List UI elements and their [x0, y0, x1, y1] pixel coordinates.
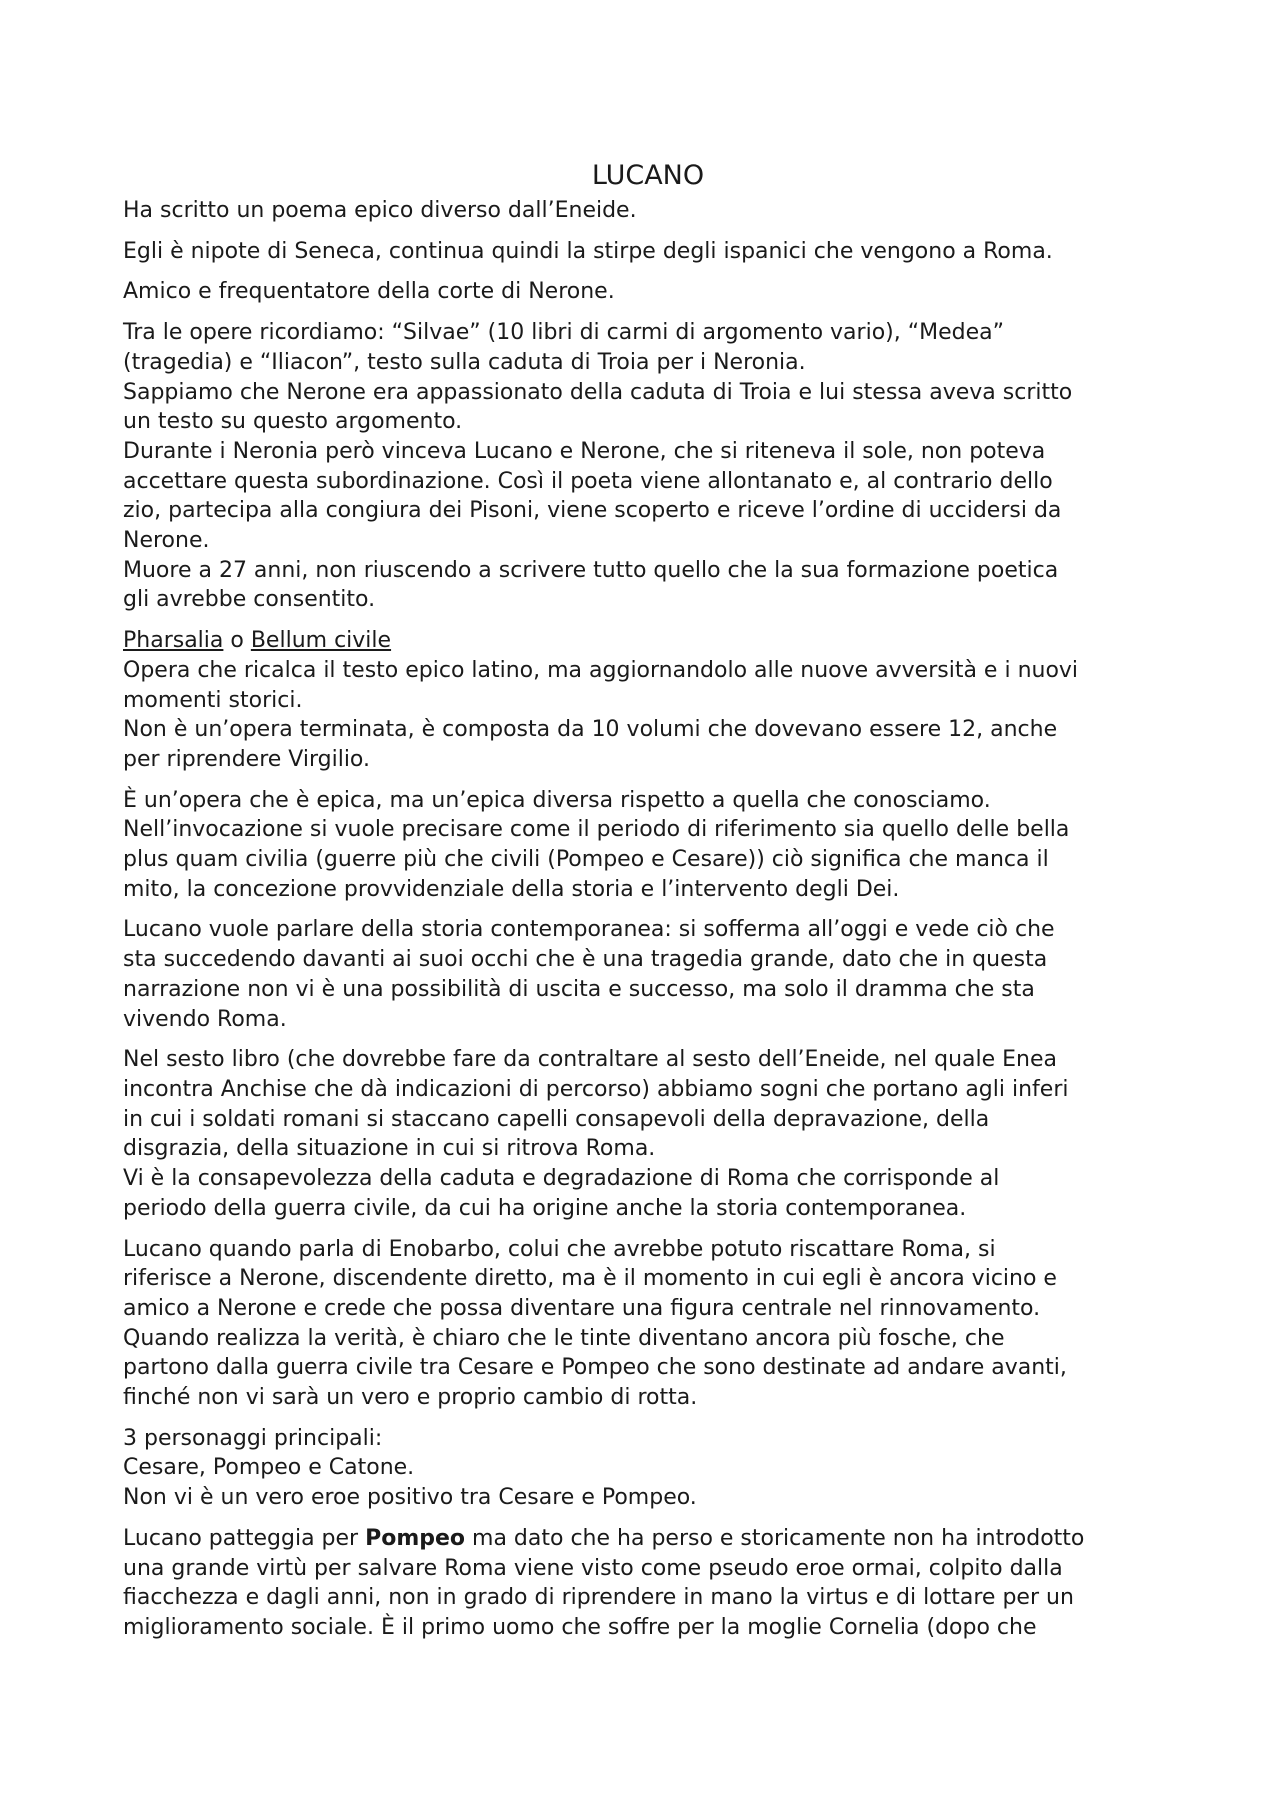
text-line: Lucano vuole parlare della storia contemporanea: si sofferma all’oggi e vede ciò che	[123, 917, 1055, 943]
text-line: finché non vi sarà un vero e proprio cambio di rotta.	[123, 1385, 698, 1411]
text-line: riferisce a Nerone, discendente diretto, ma è il momento in cui egli è ancora vicino e	[123, 1266, 1057, 1292]
text-line: partono dalla guerra civile tra Cesare e Pompeo che sono destinate ad andare avanti,	[123, 1355, 1067, 1381]
text-line: sta succedendo davanti ai suoi occhi che è una tragedia grande, dato che in questa	[123, 947, 1048, 973]
text-line: 3 personaggi principali:	[123, 1425, 383, 1451]
text-line: per riprendere Virgilio.	[123, 746, 370, 772]
text-line: Amico e frequentatore della corte di Nerone.	[123, 279, 615, 305]
text-line: Nerone.	[123, 528, 210, 554]
text-line: mito, la concezione provvidenziale della storia e l’intervento degli Dei.	[123, 876, 900, 902]
paragraph-lines	[123, 1554, 1173, 1643]
text-line: miglioramento sociale. È il primo uomo che soffre per la moglie Cornelia (dopo che	[123, 1614, 1037, 1640]
text-line: Ha scritto un poema epico diverso dall’Eneide.	[123, 198, 637, 223]
text-line: disgrazia, della situazione in cui si ritrova Roma.	[123, 1136, 656, 1162]
text-line: Opera che ricalca il testo epico latino, ma aggiornandolo alle nuove avversità e i nuovi	[123, 657, 1079, 683]
text-line: È un’opera che è epica, ma un’epica diversa rispetto a quella che conosciamo.	[123, 787, 991, 813]
document-title: LUCANO	[591, 160, 705, 191]
text-line: Durante i Neronia però vinceva Lucano e Nerone, che si riteneva il sole, non poteva	[123, 438, 1046, 464]
paragraph	[123, 626, 1173, 775]
text-line: amico a Nerone e crede che possa diventare una figura centrale nel rinnovamento.	[123, 1295, 1041, 1321]
text-line: narrazione non vi è una possibilità di uscita e successo, ma solo il dramma che sta	[123, 976, 1035, 1002]
paragraph	[123, 1045, 1173, 1223]
text-line: (tragedia) e “Iliacon”, testo sulla caduta di Troia per i Neronia.	[123, 349, 806, 375]
text-line: Nell’invocazione si vuole precisare come il periodo di riferimento sia quello delle bella	[123, 817, 1070, 843]
text-line: Tra le opere ricordiamo: “Silvae” (10 libri di carmi di argomento vario), “Medea”	[123, 320, 1005, 346]
paragraph	[123, 1235, 1173, 1413]
text-line: periodo della guerra civile, da cui ha origine anche la storia contemporanea.	[123, 1195, 967, 1221]
heading-title: Pharsalia	[123, 628, 224, 654]
text-line: Nel sesto libro (che dovrebbe fare da contraltare al sesto dell’Eneide, nel quale Enea	[123, 1047, 1058, 1073]
paragraph	[123, 915, 1173, 1034]
text-line: Cesare, Pompeo e Catone.	[123, 1455, 415, 1481]
text-run: Lucano patteggia per	[123, 1525, 366, 1551]
text-line: zio, partecipa alla congiura dei Pisoni, viene scoperto e riceve l’ordine di uccidersi da	[123, 498, 1062, 524]
text-line	[123, 1524, 1173, 1554]
text-line: Non è un’opera terminata, è composta da 10 volumi che dovevano essere 12, anche	[123, 717, 1058, 743]
section-heading	[123, 626, 1173, 656]
text-line: fiacchezza e dagli anni, non in grado di riprendere in mano la virtus e di lottare per un	[123, 1585, 1074, 1611]
paragraph	[123, 237, 1173, 267]
text-line: plus quam civilia (guerre più che civili (Pompeo e Cesare)) ciò significa che manca il	[123, 847, 1049, 873]
text-line: Vi è la consapevolezza della caduta e degradazione di Roma che corrisponde al	[123, 1166, 1000, 1192]
text-line: vivendo Roma.	[123, 1006, 287, 1032]
paragraph	[123, 786, 1173, 905]
bold-name: Pompeo	[365, 1525, 466, 1551]
heading-title: Bellum civile	[250, 628, 392, 654]
text-line: Non vi è un vero eroe positivo tra Cesare e Pompeo.	[123, 1485, 697, 1511]
document-body	[123, 158, 1173, 1654]
paragraph	[123, 277, 1173, 307]
text-line: Sappiamo che Nerone era appassionato della caduta di Troia e lui stessa aveva scritto	[123, 379, 1073, 405]
paragraph	[123, 318, 1173, 615]
text-line: Lucano quando parla di Enobarbo, colui che avrebbe potuto riscattare Roma, si	[123, 1236, 996, 1262]
text-run: ma dato che ha perso e storicamente non ha introdotto	[465, 1525, 1085, 1551]
text-line: accettare questa subordinazione. Così il poeta viene allontanato e, al contrario dello	[123, 468, 1053, 494]
text-line: Muore a 27 anni, non riuscendo a scrivere tutto quello che la sua formazione poetica	[123, 557, 1059, 583]
paragraphs	[123, 196, 1173, 1513]
paragraph	[123, 196, 1173, 226]
text-line: Egli è nipote di Seneca, continua quindi la stirpe degli ispanici che vengono a Roma.	[123, 238, 1053, 264]
text-line: gli avrebbe consentito.	[123, 587, 376, 613]
text-line: un testo su questo argomento.	[123, 409, 463, 435]
text-line: Quando realizza la verità, è chiaro che le tinte diventano ancora più fosche, che	[123, 1325, 1005, 1351]
heading-connector: o	[223, 628, 251, 654]
paragraph	[123, 1424, 1173, 1513]
paragraph-pompeo	[123, 1524, 1173, 1643]
text-line: momenti storici.	[123, 687, 303, 713]
text-line: in cui i soldati romani si staccano capelli consapevoli della depravazione, della	[123, 1106, 990, 1132]
text-line: incontra Anchise che dà indicazioni di percorso) abbiamo sogni che portano agli inferi	[123, 1076, 1069, 1102]
text-line: una grande virtù per salvare Roma viene visto come pseudo eroe ormai, colpito dalla	[123, 1555, 1063, 1581]
